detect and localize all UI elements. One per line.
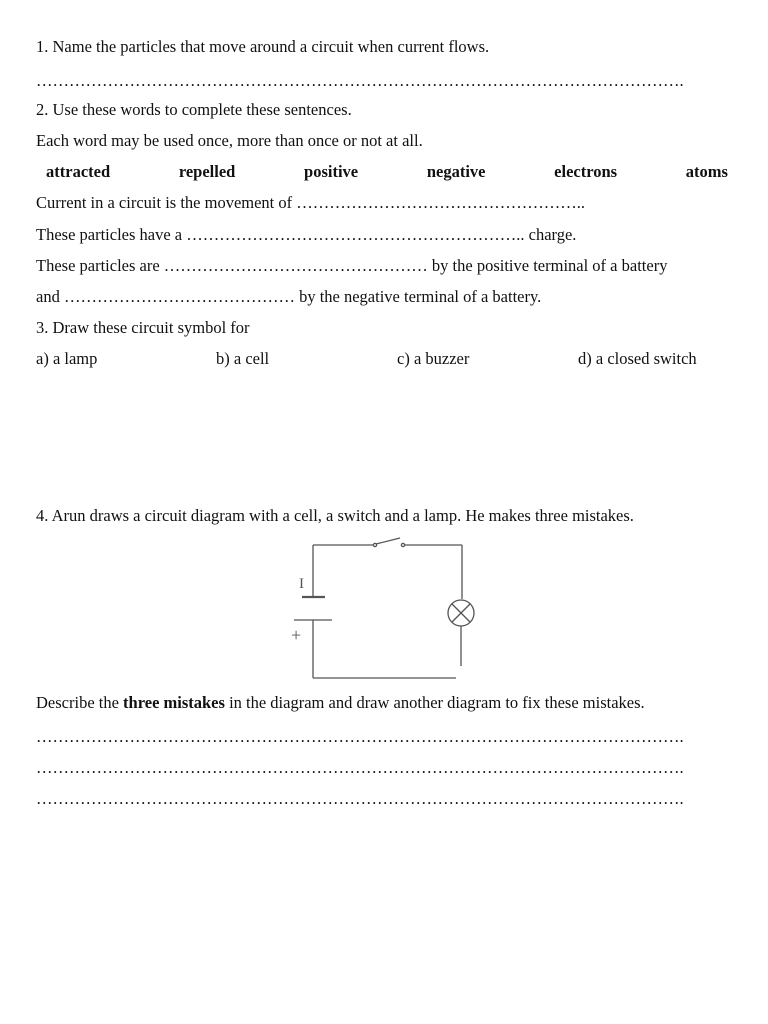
q1-prompt: 1. Name the particles that move around a circuit when current flows. — [36, 37, 490, 56]
q4-describe-bold: three mistakes — [123, 693, 225, 712]
q3-option-cell: b) a cell — [216, 349, 270, 368]
q4-describe-before: Describe the — [36, 693, 124, 712]
circuit-diagram — [288, 533, 484, 683]
q3-prompt: 3. Draw these circuit symbol for — [36, 318, 250, 337]
q3-option-lamp: a) a lamp — [36, 349, 98, 368]
q4-prompt: 4. Arun draws a circuit diagram with a cell, a switch and a lamp. He makes three mistakes. — [36, 506, 634, 525]
switch-symbol — [373, 538, 404, 547]
q4-describe-after: in the diagram and draw another diagram to fix these mistakes. — [224, 693, 645, 712]
word-bank — [36, 162, 728, 182]
q4-answer-line[interactable]: ………………………………………………………………………………………………………. — [36, 758, 684, 777]
q2-sentence-1[interactable]: Current in a circuit is the movement of …………………………………………….. — [36, 193, 586, 212]
q3-option-buzzer: c) a buzzer — [397, 349, 470, 368]
cell-plus-label: + — [291, 625, 302, 645]
word-bank-item: repelled — [178, 162, 236, 181]
q2-sentence-3[interactable]: These particles are ………………………………………… by the positive terminal of a battery — [36, 256, 668, 275]
q2-prompt: 2. Use these words to complete these sentences. — [36, 100, 352, 119]
q2-sentence-2[interactable]: These particles have a …………………………………………………….. charge. — [36, 225, 577, 244]
cell-minus-label: I — [299, 576, 304, 592]
word-bank-item: negative — [426, 162, 486, 181]
q4-answer-line[interactable]: ………………………………………………………………………………………………………. — [36, 727, 684, 746]
q4-describe — [36, 693, 728, 713]
word-bank-item: attracted — [46, 162, 111, 181]
word-bank-item: positive — [304, 162, 359, 181]
q2-instruction: Each word may be used once, more than once or not at all. — [36, 131, 423, 150]
q4-answer-line[interactable]: ………………………………………………………………………………………………………. — [36, 789, 684, 808]
word-bank-item: atoms — [685, 162, 728, 181]
cell-symbol — [294, 597, 332, 620]
q1-answer-line[interactable]: ………………………………………………………………………………………………………. — [36, 71, 684, 90]
lamp-symbol — [448, 600, 474, 626]
word-bank-item: electrons — [554, 162, 618, 181]
q3-option-switch: d) a closed switch — [578, 349, 697, 368]
q2-sentence-4[interactable]: and …………………………………… by the negative terminal of a battery. — [36, 287, 542, 306]
